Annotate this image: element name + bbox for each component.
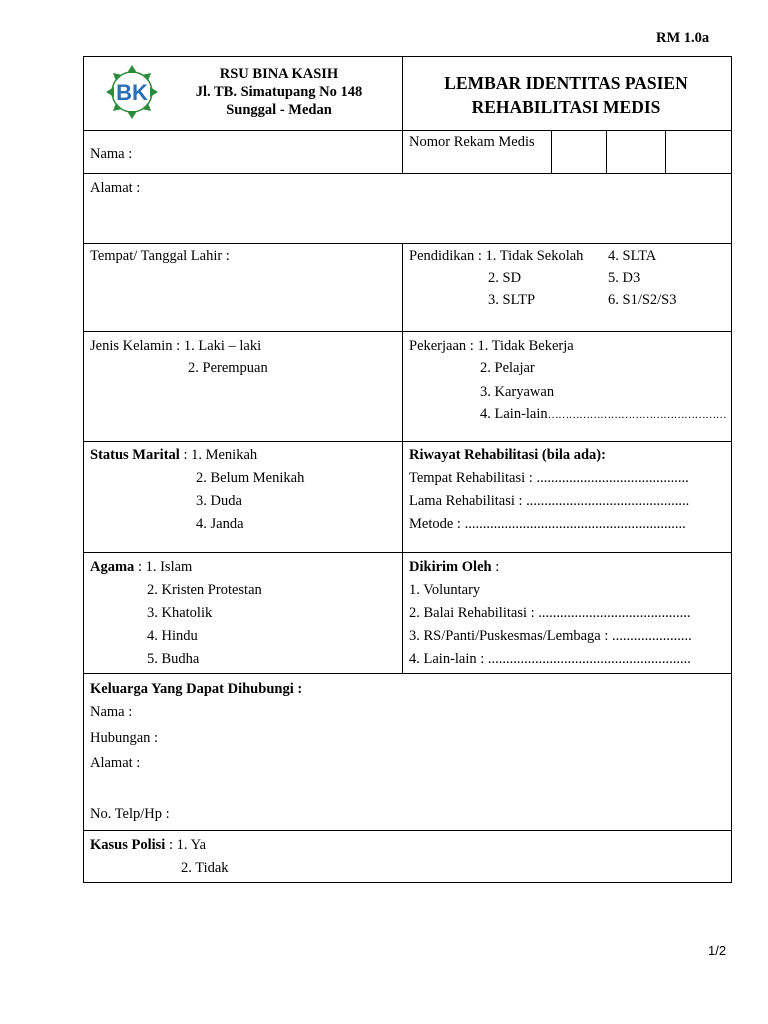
dikirim-oleh-colon: : — [491, 559, 500, 575]
row-divider — [83, 830, 732, 831]
pendidikan-option: 6. S1/S2/S3 — [608, 292, 677, 308]
status-marital-label: Status Marital — [90, 447, 180, 463]
hospital-address: Jl. TB. Simatupang No 148 — [195, 84, 363, 100]
dikirim-oleh-label: Dikirim Oleh — [409, 559, 492, 575]
document-code: RM 1.0a — [656, 30, 710, 46]
keluarga-label: Keluarga Yang Dapat Dihubungi : — [90, 681, 303, 697]
status-marital-option: 4. Janda — [196, 516, 244, 532]
riwayat-line: Metode : ............................................................. — [409, 516, 686, 532]
agama-option: 3. Khatolik — [147, 605, 213, 621]
keluarga-telp-label: No. Telp/Hp : — [90, 806, 170, 822]
tempat-tanggal-lahir-label: Tempat/ Tanggal Lahir : — [90, 248, 230, 264]
rekam-medis-box-divider — [606, 130, 607, 173]
pendidikan-option: 2. SD — [488, 270, 522, 286]
pekerjaan-dots: …………………………………………… — [547, 409, 727, 421]
keluarga-nama-label: Nama : — [90, 704, 133, 720]
dikirim-oleh-option: 2. Balai Rehabilitasi : .......................................... — [409, 605, 691, 621]
form-title-line-2: REHABILITASI MEDIS — [471, 97, 661, 117]
row-divider — [83, 243, 732, 244]
row-divider — [83, 673, 732, 674]
nama-label: Nama : — [90, 146, 133, 162]
riwayat-line: Lama Rehabilitasi : ............................................. — [409, 493, 690, 509]
status-marital-option: 3. Duda — [196, 493, 242, 509]
dikirim-oleh-line — [409, 560, 499, 575]
jenis-kelamin-label: Jenis Kelamin : 1. Laki – laki — [90, 338, 262, 354]
agama-option: : 1. Islam — [134, 559, 193, 575]
kasus-polisi-option: 2. Tidak — [181, 860, 229, 876]
status-marital-option: : 1. Menikah — [179, 447, 258, 463]
rekam-medis-box-divider — [551, 130, 552, 173]
row-divider — [83, 173, 732, 174]
pekerjaan-option — [480, 407, 726, 422]
pekerjaan-option-label: 4. Lain-lain — [480, 406, 548, 422]
pekerjaan-option: 2. Pelajar — [480, 360, 535, 376]
page-number: 1/2 — [708, 943, 727, 958]
nomor-rekam-medis-label: Nomor Rekam Medis — [409, 134, 535, 150]
agama-option: 4. Hindu — [147, 628, 198, 644]
agama-option: 5. Budha — [147, 651, 200, 667]
kasus-polisi-label: Kasus Polisi — [90, 837, 166, 853]
agama-option: 2. Kristen Protestan — [147, 582, 262, 598]
rekam-medis-box-divider — [665, 130, 666, 173]
row-divider — [83, 552, 732, 553]
hospital-city: Sunggal - Medan — [226, 102, 332, 118]
pekerjaan-label: Pekerjaan : 1. Tidak Bekerja — [409, 338, 574, 354]
pendidikan-option: 4. SLTA — [608, 248, 657, 264]
column-divider — [402, 243, 403, 673]
row-divider — [83, 441, 732, 442]
form-title-line-1: LEMBAR IDENTITAS PASIEN — [444, 73, 688, 93]
hospital-name: RSU BINA KASIH — [219, 66, 339, 82]
alamat-label: Alamat : — [90, 180, 141, 196]
kasus-polisi-option: : 1. Ya — [165, 837, 207, 853]
dikirim-oleh-option: 3. RS/Panti/Puskesmas/Lembaga : ...................... — [409, 628, 692, 644]
pendidikan-option: 3. SLTP — [488, 292, 536, 308]
row-divider — [83, 130, 732, 131]
agama-line — [90, 560, 192, 575]
hospital-logo — [104, 62, 160, 122]
riwayat-line: Tempat Rehabilitasi : .......................................... — [409, 470, 689, 486]
status-marital-line — [90, 448, 257, 463]
status-marital-option: 2. Belum Menikah — [196, 470, 305, 486]
logo-text: BK — [116, 80, 148, 105]
dikirim-oleh-option: 4. Lain-lain : ........................................................ — [409, 651, 691, 667]
keluarga-alamat-label: Alamat : — [90, 755, 141, 771]
agama-label: Agama — [90, 559, 135, 575]
keluarga-hubungan-label: Hubungan : — [90, 730, 159, 746]
kasus-polisi-line — [90, 838, 206, 853]
row-divider — [83, 331, 732, 332]
riwayat-rehabilitasi-label: Riwayat Rehabilitasi (bila ada): — [409, 447, 606, 463]
jenis-kelamin-option: 2. Perempuan — [188, 360, 268, 376]
pendidikan-option: 5. D3 — [608, 270, 641, 286]
pekerjaan-option: 3. Karyawan — [480, 384, 555, 400]
dikirim-oleh-option: 1. Voluntary — [409, 582, 481, 598]
pendidikan-label: Pendidikan : 1. Tidak Sekolah — [409, 248, 584, 264]
